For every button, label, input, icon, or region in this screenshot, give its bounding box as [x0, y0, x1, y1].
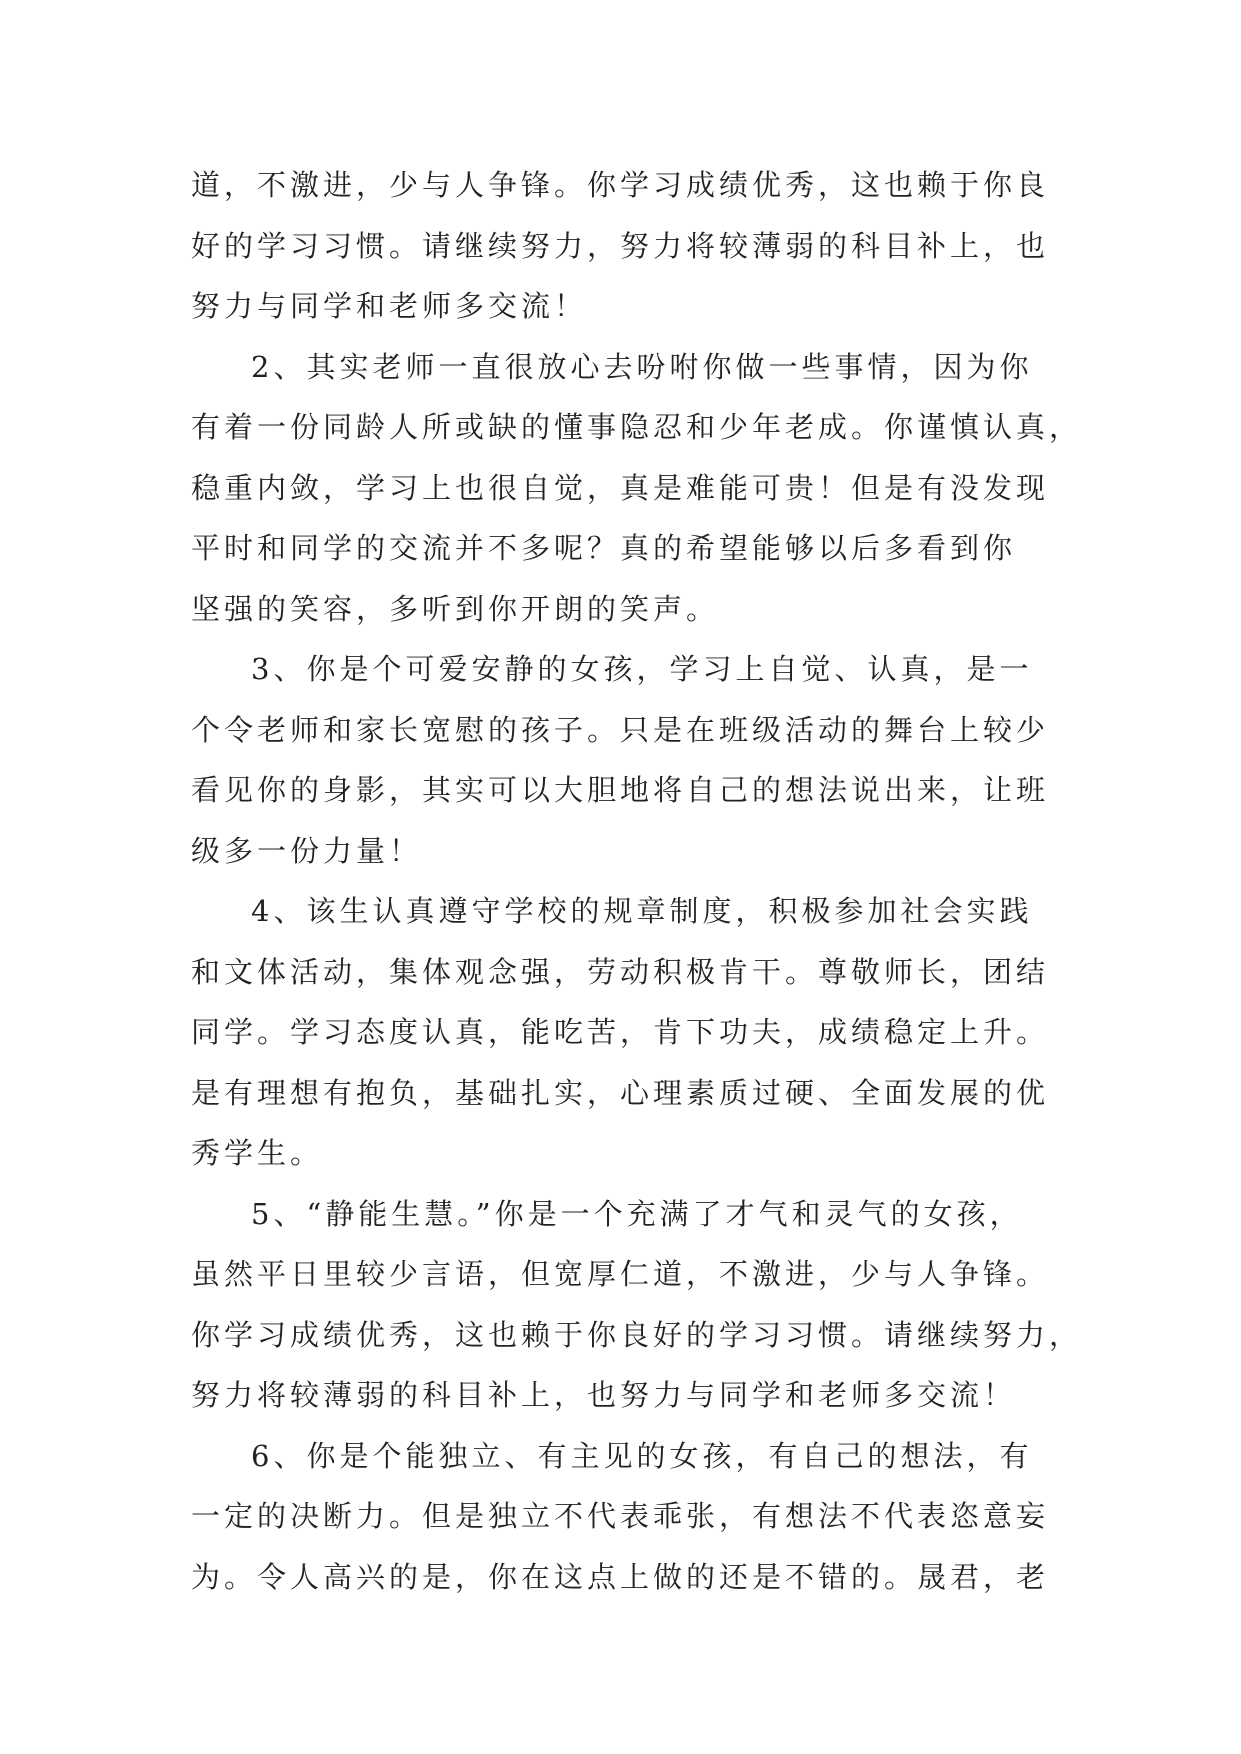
text-line: 级多一份力量！ [191, 833, 423, 868]
text-line: 稳重内敛，学习上也很自觉，真是难能可贵！但是有没发现 [191, 470, 1050, 505]
text-line: 同学。学习态度认真，能吃苦，肯下功夫，成绩稳定上升。 [191, 1015, 1050, 1049]
paragraph-start-line: 2、其实老师一直很放心去吩咐你做一些事情，因为你 [251, 349, 1033, 384]
document-body [191, 155, 1083, 1607]
text-line: 是有理想有抱负，基础扎实，心理素质过硬、全面发展的优 [191, 1075, 1050, 1110]
text-line: 为。令人高兴的是，你在这点上做的还是不错的。晟君，老 [191, 1559, 1050, 1594]
text-line: 秀学生。 [191, 1136, 324, 1170]
text-line: 努力将较薄弱的科目补上，也努力与同学和老师多交流！ [191, 1378, 1017, 1412]
paragraph-start-line: 3、你是个可爱安静的女孩，学习上自觉、认真，是一 [251, 652, 1033, 686]
text-line: 有着一份同龄人所或缺的懂事隐忍和少年老成。你谨慎认真， [191, 410, 1083, 444]
paragraph-start-line: 5、“静能生慧。”你是一个充满了才气和灵气的女孩， [251, 1196, 1023, 1231]
text-line: 平时和同学的交流并不多呢？真的希望能够以后多看到你 [191, 531, 1017, 565]
text-line: 努力与同学和老师多交流！ [191, 289, 588, 323]
text-line: 看见你的身影，其实可以大胆地将自己的想法说出来，让班 [191, 773, 1050, 807]
text-line: 虽然平日里较少言语，但宽厚仁道，不激进，少与人争锋。 [191, 1257, 1050, 1291]
text-line: 坚强的笑容，多听到你开朗的笑声。 [191, 591, 720, 626]
text-line: 你学习成绩优秀，这也赖于你良好的学习习惯。请继续努力， [191, 1317, 1083, 1352]
text-line: 和文体活动，集体观念强，劳动积极肯干。尊敬师长，团结 [191, 954, 1050, 989]
text-line: 好的学习习惯。请继续努力，努力将较薄弱的科目补上，也 [191, 228, 1050, 263]
paragraph-start-line: 4、该生认真遵守学校的规章制度，积极参加社会实践 [251, 894, 1033, 928]
text-line: 一定的决断力。但是独立不代表乖张，有想法不代表恣意妄 [191, 1499, 1050, 1533]
text-line: 道，不激进，少与人争锋。你学习成绩优秀，这也赖于你良 [191, 168, 1050, 202]
paragraph-start-line: 6、你是个能独立、有主见的女孩，有自己的想法，有 [251, 1438, 1033, 1473]
text-line: 个令老师和家长宽慰的孩子。只是在班级活动的舞台上较少 [191, 712, 1050, 747]
